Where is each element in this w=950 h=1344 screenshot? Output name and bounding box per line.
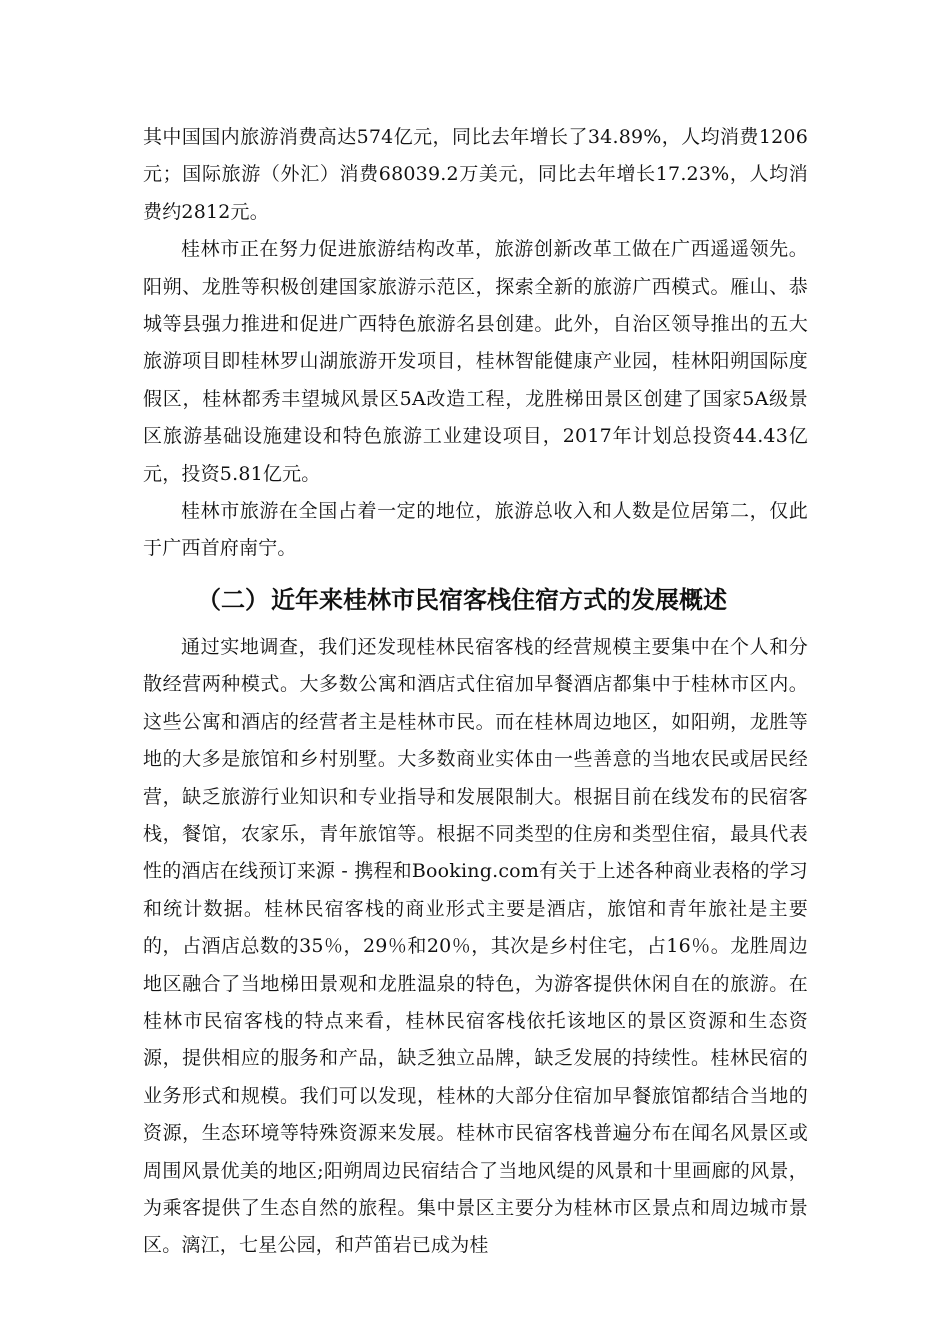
- section-heading: [143, 578, 808, 622]
- section-title: 近年来桂林市民宿客栈住宿方式的发展概述: [271, 585, 727, 614]
- paragraph-tourism-spending: 其中国国内旅游消费高达574亿元，同比去年增长了34.89%，人均消费1206元；国际旅游（外汇）消费68039.2万美元，同比去年增长17.23%，人均消费约2812元。: [143, 126, 808, 223]
- paragraph-homestay-development: 通过实地调查，我们还发现桂林民宿客栈的经营规模主要集中在个人和分散经营两种模式。大多数公寓和酒店式住宿加早餐酒店都集中于桂林市区内。这些公寓和酒店的经营者主是桂林市民。而在桂林周边地区，如阳朔，龙胜等地的大多是旅馆和乡村别墅。大多数商业实体由一些善意的当地农民或居民经营，缺乏旅游行业知识和专业指导和发展限制大。根据目前在线发布的民宿客栈，餐馆，农家乐，青年旅馆等。根据不同类型的住房和类型住宿，最具代表性的酒店在线预订来源 - 携程和Booking.com有关于上述各种商业表格的学习和统计数据。桂林民宿客栈的商业形式主要是酒店，旅馆和青年旅社是主要的，占酒店总数的35％，29％和20％，其次是乡村住宅，占16％。龙胜周边地区融合了当地梯田景观和龙胜温泉的特色，为游客提供休闲自在的旅游。在桂林市民宿客栈的特点来看，桂林民宿客栈依托该地区的景区资源和生态资源，提供相应的服务和产品，缺乏独立品牌，缺乏发展的持续性。桂林民宿的业务形式和规模。我们可以发现，桂林的大部分住宿加早餐旅馆都结合当地的资源，生态环境等特殊资源来发展。桂林市民宿客栈普遍分布在闻名风景区或周围风景优美的地区;阳朔周边民宿结合了当地风缇的风景和十里画廊的风景，为乘客提供了生态自然的旅程。集中景区主要分为桂林市区景点和周边城市景区。漓江，七星公园，和芦笛岩已成为桂: [143, 635, 808, 1257]
- section-number: （二）: [197, 585, 269, 614]
- document-body: [143, 119, 808, 1265]
- paragraph-tourism-reform: 桂林市正在努力促进旅游结构改革，旅游创新改革工做在广西遥遥领先。阳朔、龙胜等积极创建国家旅游示范区，探索全新的旅游广西模式。雁山、恭城等县强力推进和促进广西特色旅游名县创建。此外，自治区领导推出的五大旅游项目即桂林罗山湖旅游开发项目，桂林智能健康产业园，桂林阳朔国际度假区，桂林都秀丰望城风景区5A改造工程，龙胜梯田景区创建了国家5A级景区旅游基础设施建设和特色旅游工业建设项目，2017年计划总投资44.43亿元，投资5.81亿元。: [143, 238, 808, 485]
- paragraph-national-ranking: 桂林市旅游在全国占着一定的地位，旅游总收入和人数是位居第二，仅此于广西首府南宁。: [143, 500, 808, 560]
